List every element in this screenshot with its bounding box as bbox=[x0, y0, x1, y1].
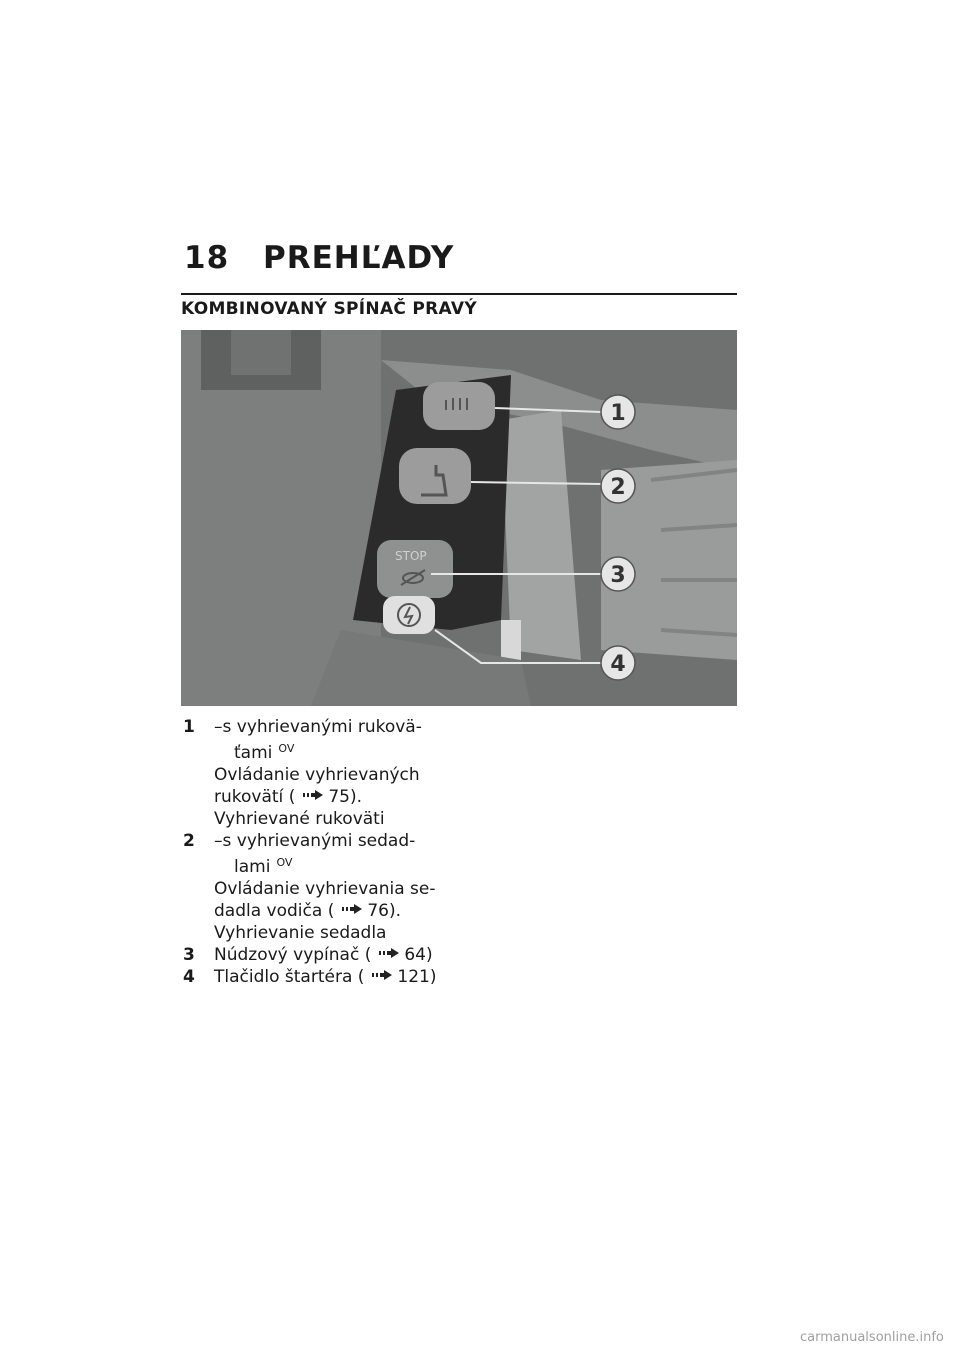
legend-item-number: 2 bbox=[183, 831, 195, 851]
callout-4 bbox=[601, 646, 635, 680]
page-ref-number: 75). bbox=[328, 787, 362, 807]
legend-line bbox=[214, 738, 451, 764]
legend-line-text: lami bbox=[234, 857, 271, 877]
page-reference[interactable]: ( 76). bbox=[327, 901, 402, 921]
legend-item-number: 1 bbox=[183, 717, 195, 737]
stop-label: STOP bbox=[395, 549, 427, 563]
legend-item-3 bbox=[181, 944, 451, 966]
page-ref-arrow-icon bbox=[342, 903, 364, 915]
legend-tail: Vyhrievanie sedadla bbox=[214, 923, 387, 943]
legend-line-text: Tlačidlo štartéra bbox=[214, 967, 353, 987]
legend-desc bbox=[214, 786, 451, 808]
page-ref-number: 76). bbox=[367, 901, 402, 921]
legend-desc: Ovládanie vyhrievania se- bbox=[214, 879, 436, 899]
page-ref-number: 121) bbox=[397, 967, 437, 987]
page-ref-arrow-icon bbox=[372, 969, 394, 981]
page-number: 18 bbox=[184, 240, 230, 276]
watermark: carmanualsonline.info bbox=[800, 1330, 944, 1345]
legend-item-number: 4 bbox=[183, 967, 195, 987]
ov-tag: OV bbox=[278, 742, 295, 755]
legend-line bbox=[214, 944, 451, 966]
legend-desc-text: dadla vodiča bbox=[214, 901, 323, 921]
legend-line: –s vyhrievanými sedad- bbox=[214, 831, 416, 851]
legend-item-2 bbox=[181, 830, 451, 944]
legend-line-text: Núdzový vypínač bbox=[214, 945, 360, 965]
legend-line bbox=[214, 966, 451, 988]
callout-1 bbox=[601, 395, 635, 429]
ov-tag: OV bbox=[276, 856, 293, 869]
callout-3 bbox=[601, 557, 635, 591]
callout-3-label: 3 bbox=[610, 563, 626, 588]
page-reference[interactable]: ( 75). bbox=[288, 787, 362, 807]
legend-tail: Vyhrievané rukoväti bbox=[214, 809, 385, 829]
legend-item-number: 3 bbox=[183, 945, 195, 965]
callout-2 bbox=[601, 469, 635, 503]
page-ref-number: 64) bbox=[404, 945, 433, 965]
chapter-title: PREHĽADY bbox=[263, 240, 455, 276]
legend-desc bbox=[214, 900, 451, 922]
callout-1-label: 1 bbox=[610, 401, 626, 426]
callout-4-label: 4 bbox=[610, 652, 626, 677]
legend-desc: Ovládanie vyhrievaných bbox=[214, 765, 420, 785]
page-reference[interactable]: ( 64) bbox=[364, 945, 433, 965]
legend-item-4 bbox=[181, 966, 451, 988]
header-rule bbox=[181, 293, 737, 295]
legend-item-1 bbox=[181, 716, 451, 830]
section-title: KOMBINOVANÝ SPÍNAČ PRAVÝ bbox=[181, 299, 477, 319]
callout-2-label: 2 bbox=[610, 475, 626, 500]
legend-line-text: ťami bbox=[234, 743, 273, 763]
starter-button bbox=[383, 596, 435, 634]
page-ref-arrow-icon bbox=[379, 947, 401, 959]
legend-line bbox=[214, 852, 451, 878]
legend-desc-text: rukovätí bbox=[214, 787, 284, 807]
legend-line: –s vyhrievanými rukovä- bbox=[214, 717, 422, 737]
page-ref-arrow-icon bbox=[303, 789, 325, 801]
page-reference[interactable]: ( 121) bbox=[357, 967, 437, 987]
legend bbox=[181, 716, 451, 988]
switch-figure bbox=[181, 330, 737, 706]
switch-illustration bbox=[181, 330, 737, 706]
